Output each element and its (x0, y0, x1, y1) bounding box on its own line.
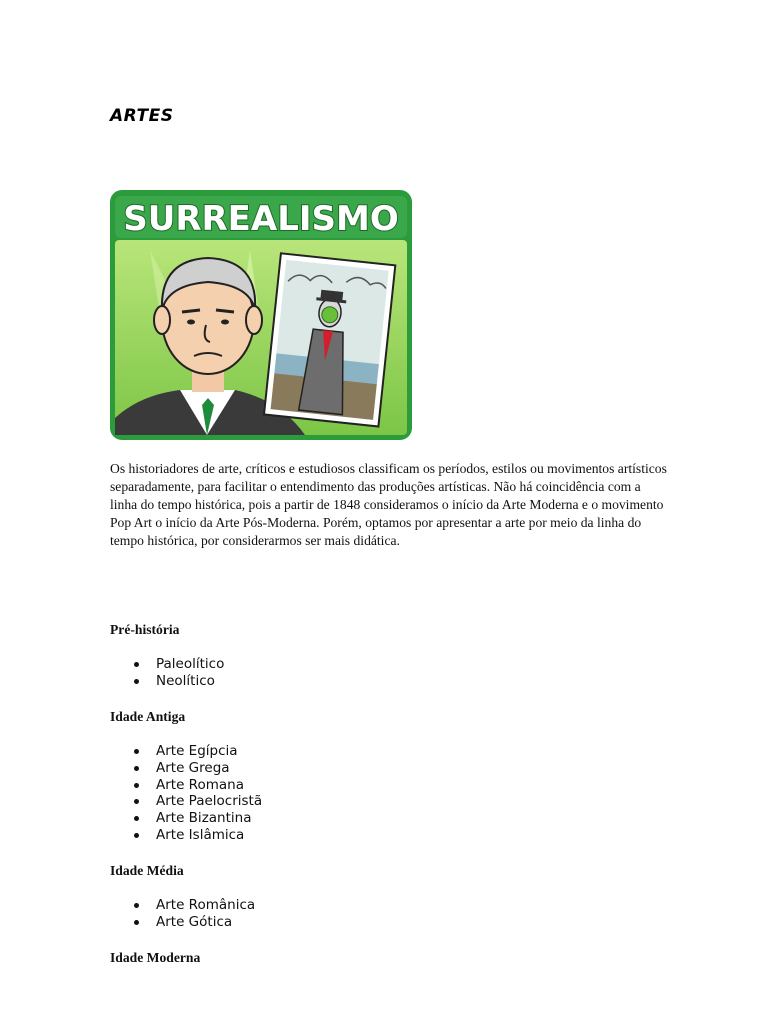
list-idade-media (110, 897, 255, 931)
list-item: Arte Gótica (110, 914, 255, 931)
banner-text: SURREALISMO (123, 199, 399, 239)
list-item: Arte Bizantina (110, 810, 262, 827)
list-item: Paleolítico (110, 656, 224, 673)
list-item: Neolítico (110, 673, 224, 690)
list-idade-antiga (110, 743, 262, 844)
surrealismo-artwork (110, 190, 412, 440)
section-heading-idade-moderna: Idade Moderna (110, 950, 201, 965)
painting-son-of-man (264, 253, 395, 426)
list-item: Arte Egípcia (110, 743, 262, 760)
list-item: Arte Romana (110, 777, 262, 794)
section-heading-idade-antiga: Idade Antiga (110, 709, 186, 724)
surrealismo-illustration (110, 190, 412, 440)
section-heading-idade-media: Idade Média (110, 863, 184, 878)
list-item: Arte Românica (110, 897, 255, 914)
section-heading-pre-historia: Pré-história (110, 622, 180, 637)
list-item: Arte Islâmica (110, 827, 262, 844)
list-item: Arte Paelocristã (110, 793, 262, 810)
list-pre-historia (110, 656, 224, 690)
page-title: ARTES (110, 106, 174, 126)
intro-paragraph: Os historiadores de arte, críticos e estudiosos classificam os períodos, estilos ou movimentos artísticos separadamente, para facilitar o entendimento das produções artísticas. Não há coincidência com a linha do tempo histórica, pois a partir de 1848 consideramos o início da Arte Moderna e o movimento Pop Art o início da Arte Pós-Moderna. Porém, optamos por apresentar a arte por meio da linha do tempo histórica, por considerarmos ser mais didática. (110, 461, 667, 548)
list-item: Arte Grega (110, 760, 262, 777)
